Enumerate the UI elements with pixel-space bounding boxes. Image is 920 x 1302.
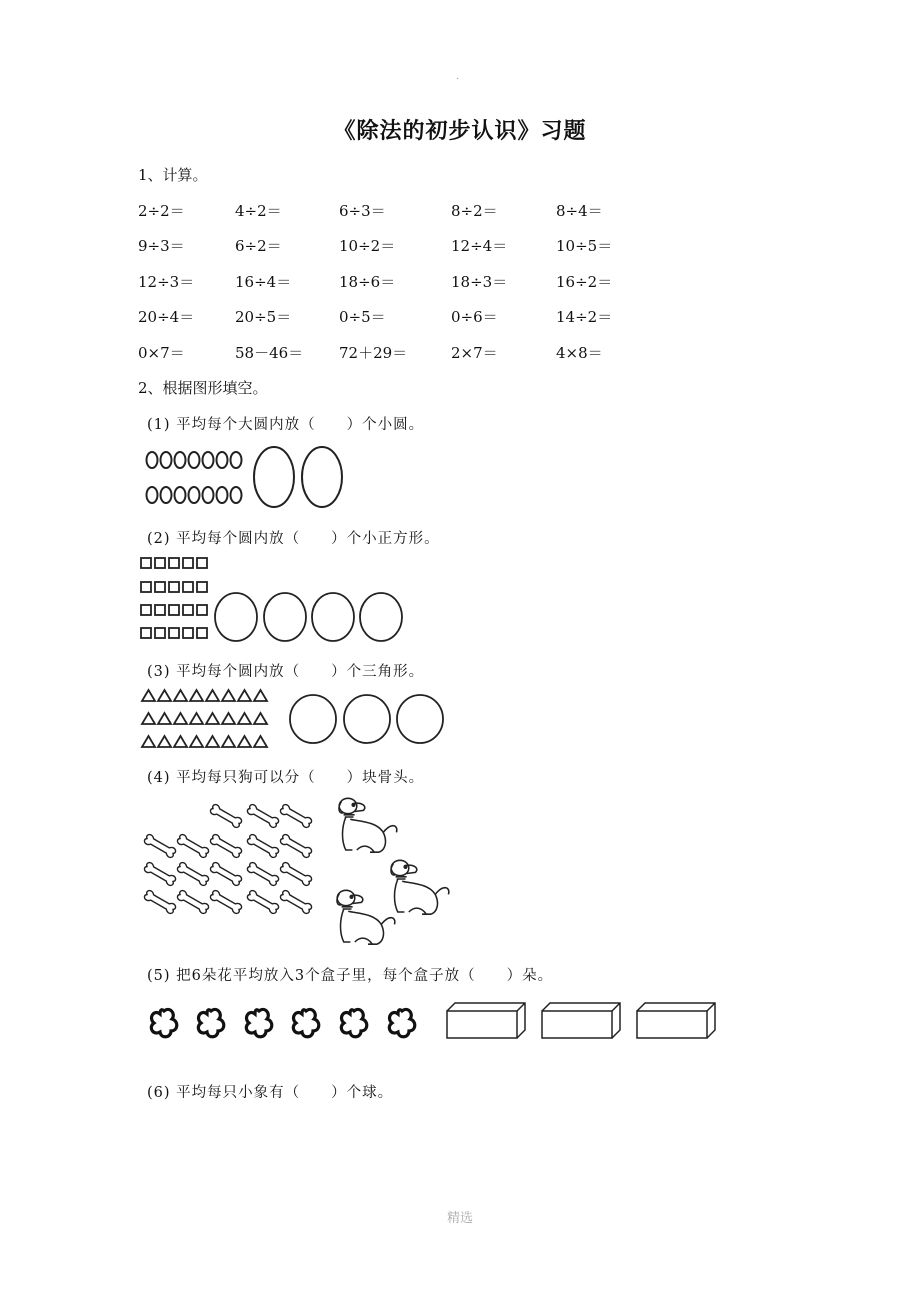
box <box>542 1003 620 1038</box>
circle <box>397 695 443 743</box>
calc-item: 58－46＝ <box>235 344 304 362</box>
calc-item: 4×8＝ <box>556 344 603 362</box>
triangles-grid <box>142 690 267 747</box>
question-4: (4) 平均每只狗可以分（ ）块骨头。 <box>147 770 425 786</box>
top-mark: · <box>456 74 460 85</box>
flower <box>341 1009 366 1036</box>
question-2: (2) 平均每个圆内放（ ）个小正方形。 <box>147 531 440 547</box>
question-1: (1) 平均每个大圆内放（ ）个小圆。 <box>147 417 425 433</box>
page-title: 《除法的初步认识》习题 <box>333 118 587 144</box>
figure-triangles <box>140 686 450 752</box>
bones-group <box>143 803 312 914</box>
calc-item: 16÷4＝ <box>235 273 292 291</box>
section-2-heading: 2、根据图形填空。 <box>138 379 268 397</box>
figure-bones-dogs <box>138 792 468 952</box>
calc-item: 72＋29＝ <box>339 344 408 362</box>
figure-circles <box>140 443 350 511</box>
calc-item: 12÷4＝ <box>451 237 508 255</box>
dog <box>337 890 395 944</box>
dog <box>339 798 397 852</box>
calc-item: 20÷4＝ <box>138 308 195 326</box>
calc-item: 0÷5＝ <box>339 308 386 326</box>
circle <box>290 695 336 743</box>
calc-item: 4÷2＝ <box>235 202 282 220</box>
box <box>447 1003 525 1038</box>
calc-item: 10÷5＝ <box>556 237 613 255</box>
figure-squares <box>138 555 408 647</box>
calc-item: 6÷2＝ <box>235 237 282 255</box>
circle <box>360 593 402 641</box>
dog <box>391 860 449 914</box>
flower <box>151 1009 176 1036</box>
section-1-heading: 1、计算。 <box>138 166 208 184</box>
calc-item: 18÷6＝ <box>339 273 396 291</box>
calc-item: 16÷2＝ <box>556 273 613 291</box>
calc-item: 9÷3＝ <box>138 237 185 255</box>
calc-item: 0÷6＝ <box>451 308 498 326</box>
calc-item: 2×7＝ <box>451 344 498 362</box>
calc-item: 12÷3＝ <box>138 273 195 291</box>
question-3: (3) 平均每个圆内放（ ）个三角形。 <box>147 664 425 680</box>
flower <box>389 1009 414 1036</box>
box <box>637 1003 715 1038</box>
calc-item: 8÷2＝ <box>451 202 498 220</box>
calc-item: 18÷3＝ <box>451 273 508 291</box>
circle <box>344 695 390 743</box>
footer-text: 精选 <box>446 1211 473 1226</box>
calc-item: 10÷2＝ <box>339 237 396 255</box>
calc-item: 8÷4＝ <box>556 202 603 220</box>
small-squares-grid <box>141 558 207 638</box>
circle <box>312 593 354 641</box>
question-5: (5) 把6朵花平均放入3个盒子里，每个盒子放（ ）朵。 <box>147 968 554 984</box>
calc-item: 0×7＝ <box>138 344 185 362</box>
circle <box>215 593 257 641</box>
small-circles-row-2 <box>147 487 242 503</box>
big-circle <box>302 447 342 507</box>
calc-item: 6÷3＝ <box>339 202 386 220</box>
big-circle <box>254 447 294 507</box>
calc-item: 2÷2＝ <box>138 202 185 220</box>
flower <box>246 1009 271 1036</box>
circle <box>264 593 306 641</box>
question-6: (6) 平均每只小象有（ ）个球。 <box>147 1085 394 1101</box>
small-circles-row-1 <box>147 452 242 468</box>
figure-flowers-boxes <box>140 998 730 1046</box>
calc-item: 20÷5＝ <box>235 308 292 326</box>
calc-item: 14÷2＝ <box>556 308 613 326</box>
flower <box>198 1009 223 1036</box>
flower <box>293 1009 318 1036</box>
